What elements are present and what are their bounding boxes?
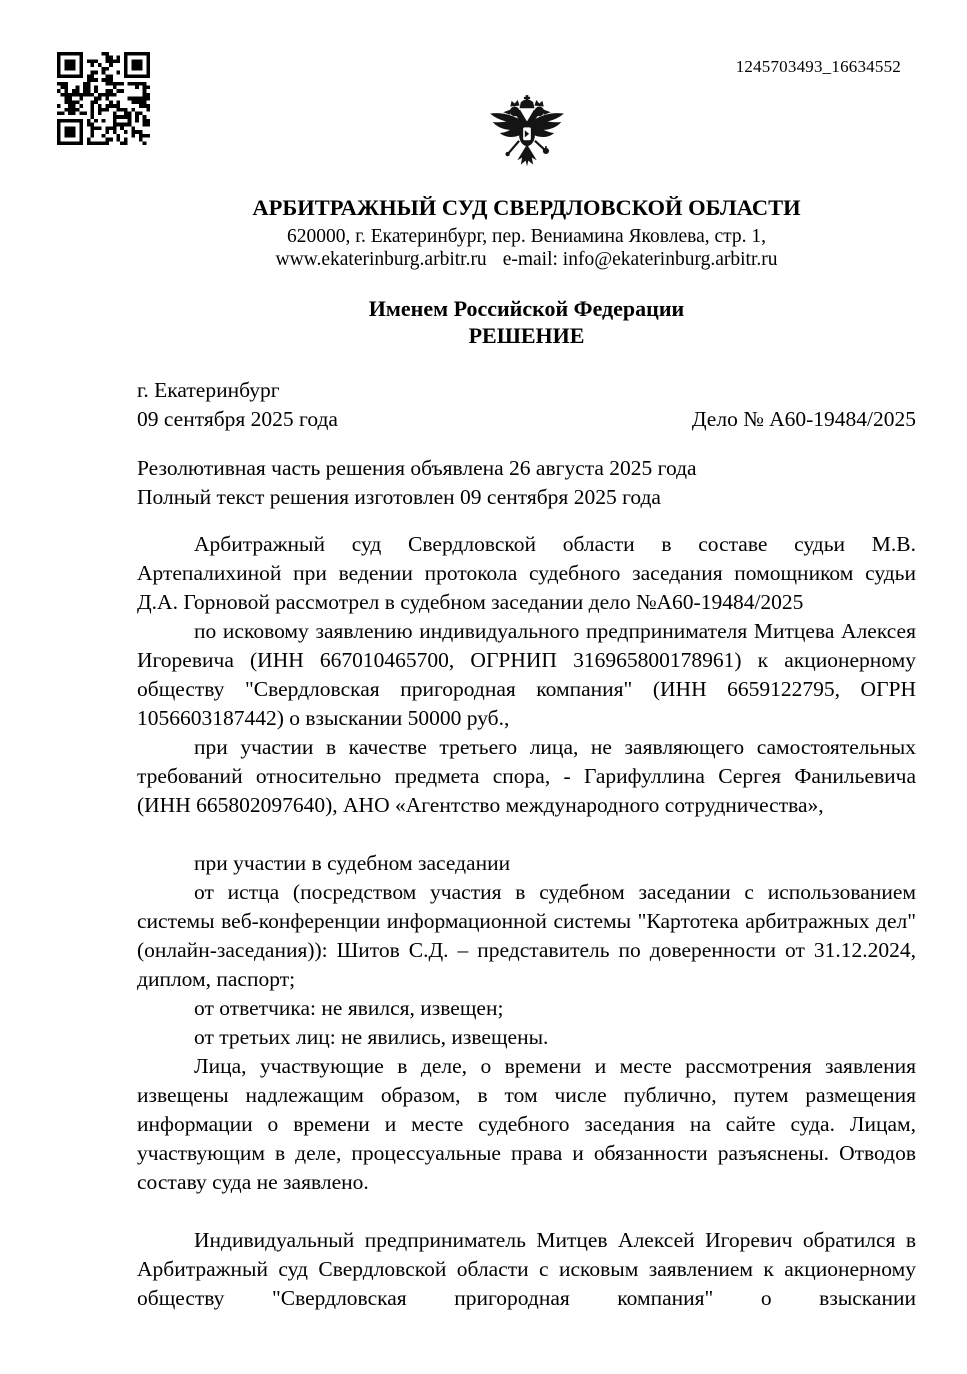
body-paragraph: от третьих лиц: не явились, извещены.	[194, 1025, 549, 1049]
document-content	[137, 0, 916, 1313]
court-contacts	[137, 248, 916, 271]
body-paragraph: Арбитражный суд Свердловской области в составе судьи М.В. Артепалихиной при ведении протокола судебного заседания помощником судьи Д.А. Горновой рассмотрел в судебном заседании дело №А60-19484/2025	[137, 532, 916, 614]
coat-of-arms-icon	[483, 95, 571, 192]
body-paragraph: от истца (посредством участия в судебном заседании с использованием системы веб-конференции информационной системы "Картотека арбитражных дел" (онлайн-заседания)): Шитов С.Д. – представитель по доверенности от 31.12.2024, диплом, паспорт;	[137, 880, 916, 991]
court-email: e-mail: info@ekaterinburg.arbitr.ru	[502, 249, 778, 270]
court-address: 620000, г. Екатеринбург, пер. Вениамина Яковлева, стр. 1,	[286, 226, 767, 247]
case-number: Дело № А60-19484/2025	[691, 407, 916, 431]
document-id: 1245703493_16634552	[735, 57, 901, 76]
city-line: г. Екатеринбург	[137, 378, 280, 402]
body-paragraph: по исковому заявлению индивидуального предпринимателя Митцева Алексея Игоревича (ИНН 667010465700, ОГРНИП 316965800178961) к акционерному обществу "Свердловская пригородная компания" (ИНН 6659122795, ОГРН 1056603187442) о взыскании 50000 руб.,	[137, 619, 916, 730]
body-paragraph: при участии в судебном заседании	[194, 851, 511, 875]
full-text-line: Полный текст решения изготовлен 09 сентября 2025 года	[137, 485, 661, 509]
body-paragraph: при участии в качестве третьего лица, не заявляющего самостоятельных требований относительно предмета спора, - Гарифуллина Сергея Фанильевича (ИНН 665802097640), АНО «Агентство международного сотрудничества»,	[137, 735, 916, 817]
court-name: АРБИТРАЖНЫЙ СУД СВЕРДЛОВСКОЙ ОБЛАСТИ	[252, 195, 801, 220]
document-title-block	[137, 295, 916, 349]
decision-title: РЕШЕНИЕ	[468, 323, 585, 348]
body-paragraph: Лица, участвующие в деле, о времени и месте рассмотрения заявления извещены надлежащим образом, в том числе публично, путем размещения информации о времени и месте судебного заседания на сайте суда. Лицам, участвующим в деле, процессуальные права и обязанности разъяснены. Отводов составу суда не заявлено.	[137, 1054, 916, 1194]
body-paragraph: от ответчика: не явился, извещен;	[194, 996, 504, 1020]
court-website: www.ekaterinburg.arbitr.ru	[275, 249, 487, 270]
in-the-name-line: Именем Российской Федерации	[368, 296, 685, 321]
body-paragraph: Индивидуальный предприниматель Митцев Алексей Игоревич обратился в Арбитражный суд Свердловской области с исковым заявлением к акционерному обществу "Свердловская пригородная компания" о взыскании	[137, 1228, 916, 1310]
dates-block	[137, 454, 916, 512]
decision-date: 09 сентября 2025 года	[137, 407, 338, 431]
resolutive-part-line: Резолютивная часть решения объявлена 26 августа 2025 года	[137, 456, 697, 480]
date-case-row	[137, 405, 916, 434]
